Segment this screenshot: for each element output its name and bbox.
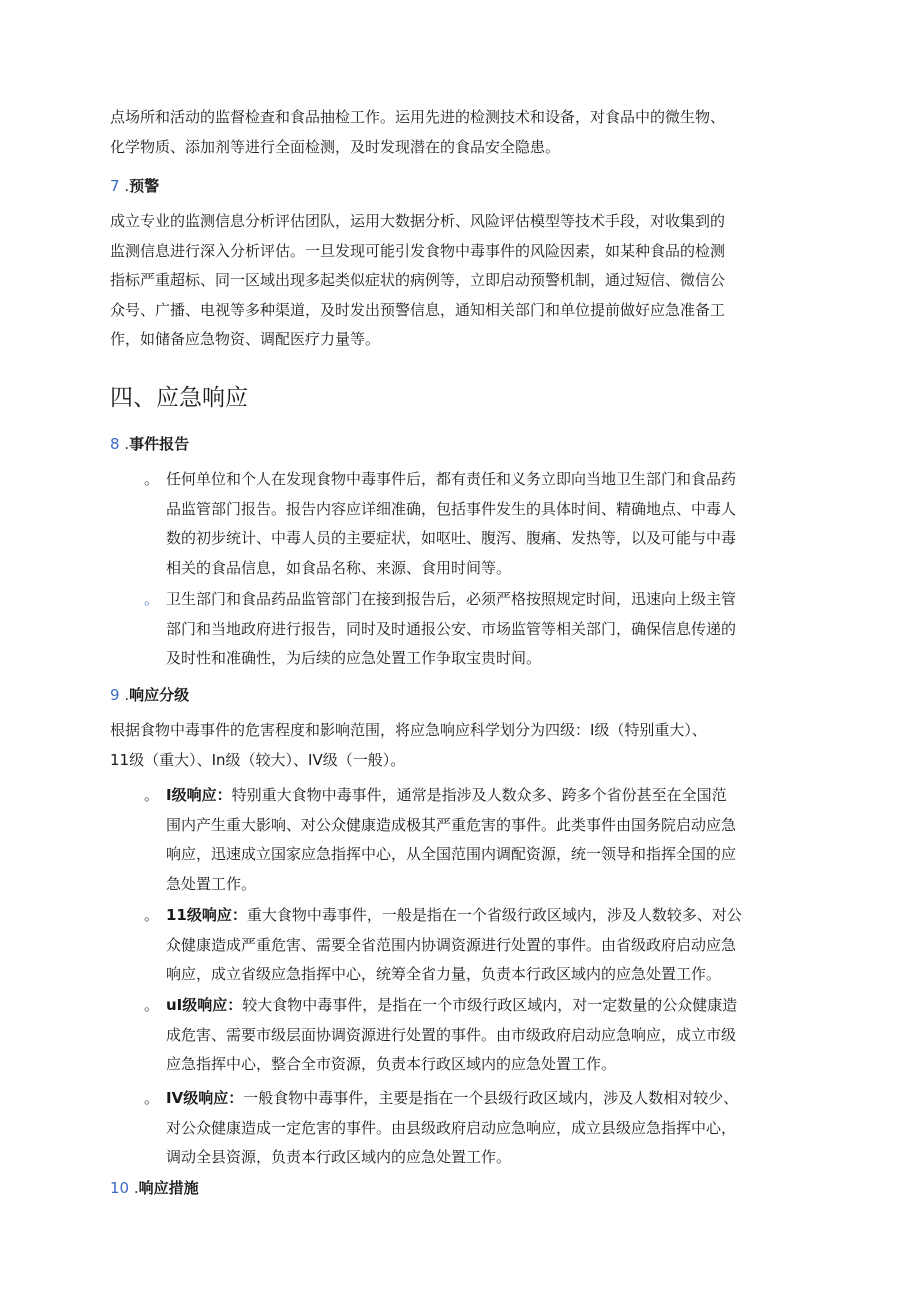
section-9-paragraph bbox=[110, 716, 810, 775]
paragraph-line: 作，如储备应急物资、调配医疗力量等。 bbox=[110, 330, 381, 348]
paragraph-line: 监测信息进行深入分析评估。一旦发现可能引发食物中毒事件的风险因素，如某种食品的检测 bbox=[110, 241, 726, 260]
bullet-line: 急处置工作。 bbox=[166, 874, 257, 893]
section-number: 9 bbox=[110, 686, 120, 704]
bullet-line: 响应，迅速成立国家应急指挥中心，从全国范围内调配资源，统一领导和指挥全国的应 bbox=[166, 845, 737, 863]
bullet-mark: 。 bbox=[144, 906, 160, 924]
bullet-line: 围内产生重大影响、对公众健康造成极其严重危害的事件。此类事件由国务院启动应急 bbox=[166, 815, 737, 834]
section-number: 8 bbox=[110, 435, 120, 453]
bullet-line: 众健康造成严重危害、需要全省范围内协调资源进行处置的事件。由省级政府启动应急 bbox=[166, 935, 737, 954]
section-dot: . bbox=[119, 177, 130, 195]
bullet-line: 应急指挥中心，整合全市资源，负责本行政区域内的应急处置工作。 bbox=[166, 1055, 617, 1073]
section-title: 响应分级 bbox=[129, 686, 190, 704]
section-title: 响应措施 bbox=[138, 1179, 199, 1197]
bullet-line: 重大食物中毒事件，一般是指在一个省级行政区域内，涉及人数较多、对公 bbox=[246, 906, 742, 924]
bullet-line: 部门和当地政府进行报告，同时及时通报公安、市场监管等相关部门，确保信息传递的 bbox=[166, 619, 737, 638]
bullet-lead: 11级响应： bbox=[166, 906, 247, 924]
section-title: 预警 bbox=[129, 177, 160, 195]
list-item bbox=[144, 781, 834, 899]
bullet-lead: IV级响应： bbox=[166, 1089, 244, 1107]
bullet-mark: 。 bbox=[144, 590, 160, 608]
paragraph-line: 点场所和活动的监督检查和食品抽检工作。运用先进的检测技术和设备，对食品中的微生物、 bbox=[110, 108, 726, 126]
paragraph-line: 化学物质、添加剂等进行全面检测，及时发现潜在的食品安全隐患。 bbox=[110, 137, 561, 156]
bullet-line: 相关的食品信息，如食品名称、来源、食用时间等。 bbox=[166, 558, 512, 577]
paragraph-line: 成立专业的监测信息分析评估团队，运用大数据分析、风险评估模型等技术手段，对收集到的 bbox=[110, 212, 726, 230]
list-item bbox=[144, 991, 834, 1080]
list-item bbox=[144, 1084, 834, 1173]
section-dot: . bbox=[129, 1179, 139, 1197]
chapter-heading: 四、应急响应 bbox=[110, 385, 248, 411]
bullet-mark: 。 bbox=[144, 786, 160, 804]
section-heading-9 bbox=[110, 683, 189, 707]
bullet-line: 及时性和准确性，为后续的应急处置工作争取宝贵时间。 bbox=[166, 649, 542, 667]
bullet-mark: 。 bbox=[144, 470, 160, 488]
bullet-lead: uI级响应： bbox=[166, 996, 243, 1014]
bullet-lead: I级响应： bbox=[166, 786, 232, 804]
list-item bbox=[144, 585, 834, 674]
bullet-line: 数的初步统计、中毒人员的主要症状，如呕吐、腹泻、腹痛、发热等，以及可能与中毒 bbox=[166, 529, 737, 547]
intro-paragraph bbox=[110, 103, 810, 162]
paragraph-line: 指标严重超标、同一区域出现多起类似症状的病例等，立即启动预警机制，通过短信、微信公 bbox=[110, 271, 726, 289]
bullet-line: 响应，成立省级应急指挥中心，统筹全省力量，负责本行政区域内的应急处置工作。 bbox=[166, 965, 722, 983]
paragraph-line: 众号、广播、电视等多种渠道，及时发出预警信息，通知相关部门和单位提前做好应急准备工 bbox=[110, 300, 726, 319]
section-heading-10 bbox=[110, 1176, 199, 1200]
bullet-line: 特别重大食物中毒事件，通常是指涉及人数众多、跨多个省份甚至在全国范 bbox=[231, 786, 727, 804]
bullet-line: 一般食物中毒事件，主要是指在一个县级行政区域内，涉及人数相对较少、 bbox=[243, 1089, 739, 1107]
section-dot: . bbox=[119, 435, 130, 453]
paragraph-line: 11级（重大）、In级（较大）、IV级（一般）。 bbox=[110, 750, 406, 769]
bullet-line: 对公众健康造成一定危害的事件。由县级政府启动应急响应，成立县级应急指挥中心， bbox=[166, 1118, 737, 1137]
section-heading-7 bbox=[110, 174, 159, 198]
bullet-line: 任何单位和个人在发现食物中毒事件后，都有责任和义务立即向当地卫生部门和食品药 bbox=[166, 470, 737, 488]
section-number: 7 bbox=[110, 177, 120, 195]
section-7-paragraph bbox=[110, 207, 810, 355]
bullet-mark: 。 bbox=[144, 1089, 160, 1107]
bullet-line: 较大食物中毒事件，是指在一个市级行政区域内，对一定数量的公众健康造 bbox=[242, 996, 738, 1014]
section-heading-8 bbox=[110, 432, 189, 456]
bullet-line: 成危害、需要市级层面协调资源进行处置的事件。由市级政府启动应急响应，成立市级 bbox=[166, 1025, 737, 1044]
bullet-line: 品监管部门报告。报告内容应详细准确，包括事件发生的具体时间、精确地点、中毒人 bbox=[166, 499, 737, 518]
list-item bbox=[144, 901, 834, 990]
section-title: 事件报告 bbox=[129, 435, 190, 453]
bullet-line: 调动全县资源，负责本行政区域内的应急处置工作。 bbox=[166, 1148, 512, 1166]
bullet-line: 卫生部门和食品药品监管部门在接到报告后，必须严格按照规定时间，迅速向上级主管 bbox=[166, 590, 737, 608]
section-number: 10 bbox=[110, 1179, 130, 1197]
paragraph-line: 根据食物中毒事件的危害程度和影响范围，将应急响应科学划分为四级：I级（特别重大）、 bbox=[110, 721, 707, 739]
section-dot: . bbox=[119, 686, 130, 704]
list-item bbox=[144, 465, 834, 583]
bullet-mark: 。 bbox=[144, 996, 160, 1014]
